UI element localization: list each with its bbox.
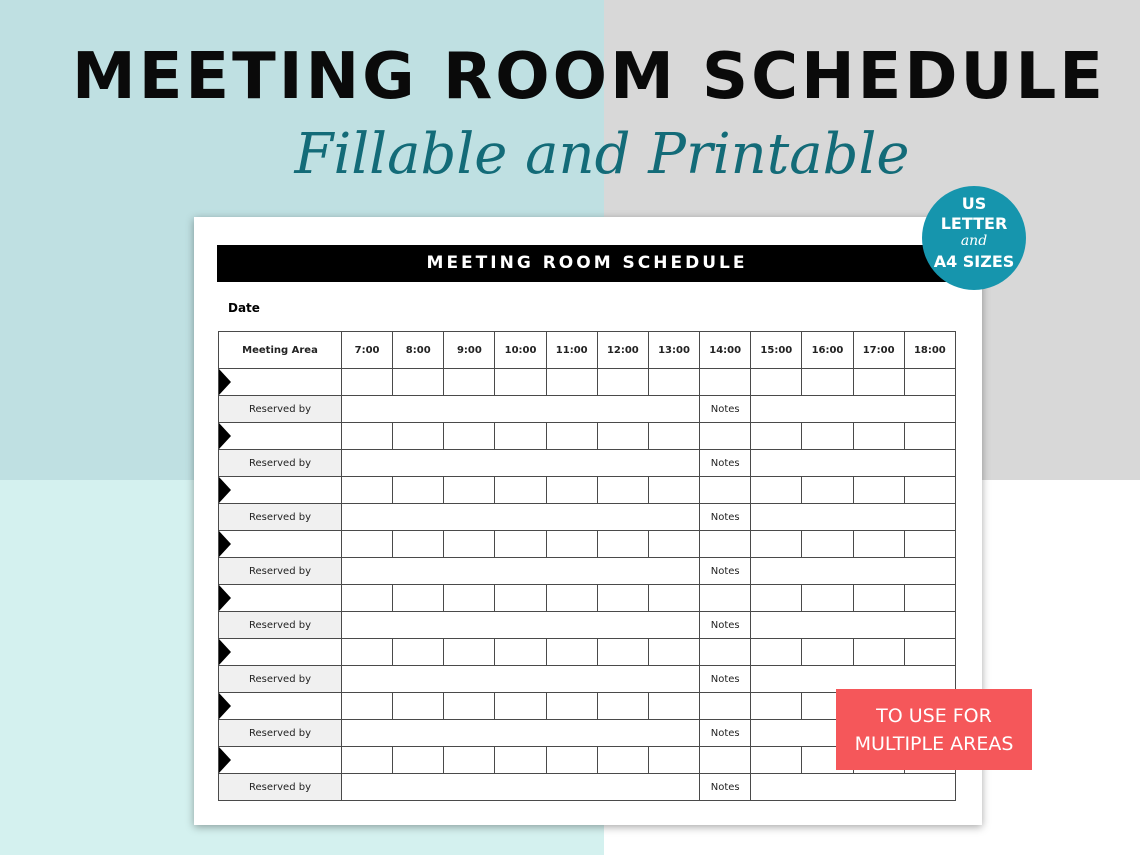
- time-slot-cell[interactable]: [444, 369, 495, 396]
- time-slot-cell[interactable]: [853, 585, 904, 612]
- area-row: [219, 423, 956, 450]
- reservation-row: [219, 396, 956, 423]
- time-slot-cell[interactable]: [751, 423, 802, 450]
- time-slot-cell[interactable]: [853, 531, 904, 558]
- time-slot-cell[interactable]: [904, 639, 955, 666]
- reserved-by-label: Reserved by: [219, 396, 342, 423]
- reserved-by-label: Reserved by: [219, 666, 342, 693]
- time-slot-cell[interactable]: [393, 639, 444, 666]
- time-slot-cell[interactable]: [546, 747, 597, 774]
- time-header: 16:00: [802, 332, 853, 369]
- area-row: [219, 369, 956, 396]
- time-slot-cell[interactable]: [393, 585, 444, 612]
- time-slot-cell[interactable]: [700, 693, 751, 720]
- time-slot-cell[interactable]: [802, 477, 853, 504]
- time-slot-cell[interactable]: [802, 639, 853, 666]
- row-marker-icon: [219, 423, 231, 449]
- time-slot-cell[interactable]: [393, 477, 444, 504]
- time-slot-cell[interactable]: [751, 639, 802, 666]
- time-slot-cell[interactable]: [751, 747, 802, 774]
- time-header: 17:00: [853, 332, 904, 369]
- size-badge: [922, 186, 1026, 290]
- time-slot-cell[interactable]: [700, 477, 751, 504]
- notes-label: Notes: [700, 396, 751, 423]
- notes-label: Notes: [700, 720, 751, 747]
- callout-line-2: MULTIPLE AREAS: [854, 733, 1014, 755]
- time-slot-cell[interactable]: [648, 423, 699, 450]
- time-slot-cell[interactable]: [546, 531, 597, 558]
- time-slot-cell[interactable]: [802, 585, 853, 612]
- time-slot-cell[interactable]: [495, 747, 546, 774]
- time-slot-cell[interactable]: [648, 531, 699, 558]
- reserved-by-field[interactable]: [342, 450, 700, 477]
- time-slot-cell[interactable]: [648, 747, 699, 774]
- meeting-area-field[interactable]: [219, 423, 342, 450]
- time-slot-cell[interactable]: [342, 477, 393, 504]
- time-slot-cell[interactable]: [393, 423, 444, 450]
- notes-label: Notes: [700, 450, 751, 477]
- time-slot-cell[interactable]: [495, 477, 546, 504]
- time-slot-cell[interactable]: [853, 369, 904, 396]
- callout-line-1: TO USE FOR: [876, 705, 992, 727]
- time-slot-cell[interactable]: [597, 585, 648, 612]
- reserved-by-label: Reserved by: [219, 558, 342, 585]
- time-header: 13:00: [648, 332, 699, 369]
- time-slot-cell[interactable]: [546, 369, 597, 396]
- time-slot-cell[interactable]: [342, 693, 393, 720]
- page-subtitle: Fillable and Printable: [294, 122, 910, 187]
- reservation-row: [219, 612, 956, 639]
- meeting-area-field[interactable]: [219, 585, 342, 612]
- time-slot-cell[interactable]: [597, 693, 648, 720]
- time-slot-cell[interactable]: [444, 693, 495, 720]
- time-slot-cell[interactable]: [802, 369, 853, 396]
- reserved-by-label: Reserved by: [219, 720, 342, 747]
- reserved-by-field[interactable]: [342, 504, 700, 531]
- meeting-area-field[interactable]: [219, 369, 342, 396]
- time-header: 7:00: [342, 332, 393, 369]
- time-slot-cell[interactable]: [648, 477, 699, 504]
- time-slot-cell[interactable]: [342, 747, 393, 774]
- page-title: MEETING ROOM SCHEDULE: [72, 40, 1106, 114]
- notes-label: Notes: [700, 666, 751, 693]
- time-slot-cell[interactable]: [904, 477, 955, 504]
- time-header: 10:00: [495, 332, 546, 369]
- time-slot-cell[interactable]: [393, 531, 444, 558]
- time-slot-cell[interactable]: [342, 639, 393, 666]
- badge-line-and: and: [960, 233, 988, 249]
- date-label: Date: [228, 301, 260, 315]
- time-header: 8:00: [393, 332, 444, 369]
- time-slot-cell[interactable]: [648, 585, 699, 612]
- badge-line-us: US: [961, 194, 987, 213]
- reserved-by-label: Reserved by: [219, 774, 342, 801]
- time-slot-cell[interactable]: [495, 585, 546, 612]
- time-slot-cell[interactable]: [393, 747, 444, 774]
- multiple-areas-callout: [836, 689, 1032, 770]
- time-slot-cell[interactable]: [700, 423, 751, 450]
- time-slot-cell[interactable]: [546, 423, 597, 450]
- time-header: 12:00: [597, 332, 648, 369]
- time-slot-cell[interactable]: [444, 531, 495, 558]
- reserved-by-label: Reserved by: [219, 504, 342, 531]
- notes-label: Notes: [700, 558, 751, 585]
- time-slot-cell[interactable]: [546, 693, 597, 720]
- time-slot-cell[interactable]: [751, 369, 802, 396]
- meeting-area-header: Meeting Area: [219, 332, 342, 369]
- time-slot-cell[interactable]: [342, 531, 393, 558]
- time-slot-cell[interactable]: [648, 369, 699, 396]
- time-slot-cell[interactable]: [444, 423, 495, 450]
- row-marker-icon: [219, 693, 231, 719]
- row-marker-icon: [219, 531, 231, 557]
- reserved-by-field[interactable]: [342, 558, 700, 585]
- time-header: 15:00: [751, 332, 802, 369]
- area-row: [219, 639, 956, 666]
- notes-label: Notes: [700, 504, 751, 531]
- reserved-by-field[interactable]: [342, 396, 700, 423]
- time-slot-cell[interactable]: [802, 423, 853, 450]
- meeting-area-field[interactable]: [219, 639, 342, 666]
- time-slot-cell[interactable]: [648, 639, 699, 666]
- time-slot-cell[interactable]: [751, 531, 802, 558]
- time-slot-cell[interactable]: [700, 585, 751, 612]
- time-slot-cell[interactable]: [546, 477, 597, 504]
- time-slot-cell[interactable]: [904, 585, 955, 612]
- reservation-row: [219, 450, 956, 477]
- time-slot-cell[interactable]: [700, 531, 751, 558]
- meeting-area-field[interactable]: [219, 747, 342, 774]
- notes-label: Notes: [700, 774, 751, 801]
- time-slot-cell[interactable]: [546, 639, 597, 666]
- row-marker-icon: [219, 747, 231, 773]
- time-slot-cell[interactable]: [495, 693, 546, 720]
- time-header: 18:00: [904, 332, 955, 369]
- time-slot-cell[interactable]: [597, 531, 648, 558]
- reservation-row: [219, 558, 956, 585]
- meeting-area-field[interactable]: [219, 693, 342, 720]
- notes-field[interactable]: [751, 504, 956, 531]
- time-slot-cell[interactable]: [751, 585, 802, 612]
- time-slot-cell[interactable]: [904, 369, 955, 396]
- time-slot-cell[interactable]: [393, 369, 444, 396]
- meeting-area-field[interactable]: [219, 477, 342, 504]
- notes-field[interactable]: [751, 774, 956, 801]
- row-marker-icon: [219, 585, 231, 611]
- time-slot-cell[interactable]: [904, 423, 955, 450]
- time-slot-cell[interactable]: [700, 747, 751, 774]
- time-slot-cell[interactable]: [597, 747, 648, 774]
- time-header: 9:00: [444, 332, 495, 369]
- row-marker-icon: [219, 369, 231, 395]
- time-slot-cell[interactable]: [495, 369, 546, 396]
- reserved-by-field[interactable]: [342, 612, 700, 639]
- time-slot-cell[interactable]: [393, 693, 444, 720]
- time-slot-cell[interactable]: [495, 639, 546, 666]
- time-slot-cell[interactable]: [700, 369, 751, 396]
- time-slot-cell[interactable]: [700, 639, 751, 666]
- reservation-row: [219, 774, 956, 801]
- reserved-by-label: Reserved by: [219, 450, 342, 477]
- notes-label: Notes: [700, 612, 751, 639]
- table-header-row: [219, 332, 956, 369]
- time-slot-cell[interactable]: [444, 477, 495, 504]
- time-slot-cell[interactable]: [597, 639, 648, 666]
- time-slot-cell[interactable]: [802, 531, 853, 558]
- area-row: [219, 585, 956, 612]
- time-slot-cell[interactable]: [904, 531, 955, 558]
- time-slot-cell[interactable]: [342, 423, 393, 450]
- area-row: [219, 477, 956, 504]
- meeting-area-field[interactable]: [219, 531, 342, 558]
- reserved-by-field[interactable]: [342, 774, 700, 801]
- reserved-by-field[interactable]: [342, 666, 700, 693]
- time-slot-cell[interactable]: [853, 639, 904, 666]
- time-header: 14:00: [700, 332, 751, 369]
- time-slot-cell[interactable]: [751, 693, 802, 720]
- time-slot-cell[interactable]: [444, 747, 495, 774]
- time-slot-cell[interactable]: [597, 423, 648, 450]
- badge-line-a4: A4 SIZES: [933, 252, 1015, 271]
- notes-field[interactable]: [751, 612, 956, 639]
- time-slot-cell[interactable]: [342, 585, 393, 612]
- time-header: 11:00: [546, 332, 597, 369]
- reserved-by-label: Reserved by: [219, 612, 342, 639]
- time-slot-cell[interactable]: [853, 423, 904, 450]
- time-slot-cell[interactable]: [751, 477, 802, 504]
- reservation-row: [219, 504, 956, 531]
- row-marker-icon: [219, 477, 231, 503]
- row-marker-icon: [219, 639, 231, 665]
- time-slot-cell[interactable]: [648, 693, 699, 720]
- notes-field[interactable]: [751, 396, 956, 423]
- badge-line-letter: LETTER: [940, 214, 1008, 233]
- area-row: [219, 531, 956, 558]
- notes-field[interactable]: [751, 558, 956, 585]
- time-slot-cell[interactable]: [444, 639, 495, 666]
- reserved-by-field[interactable]: [342, 720, 700, 747]
- time-slot-cell[interactable]: [495, 531, 546, 558]
- time-slot-cell[interactable]: [853, 477, 904, 504]
- time-slot-cell[interactable]: [444, 585, 495, 612]
- time-slot-cell[interactable]: [546, 585, 597, 612]
- sheet-banner: MEETING ROOM SCHEDULE: [217, 245, 957, 282]
- time-slot-cell[interactable]: [597, 477, 648, 504]
- notes-field[interactable]: [751, 450, 956, 477]
- time-slot-cell[interactable]: [597, 369, 648, 396]
- time-slot-cell[interactable]: [495, 423, 546, 450]
- time-slot-cell[interactable]: [342, 369, 393, 396]
